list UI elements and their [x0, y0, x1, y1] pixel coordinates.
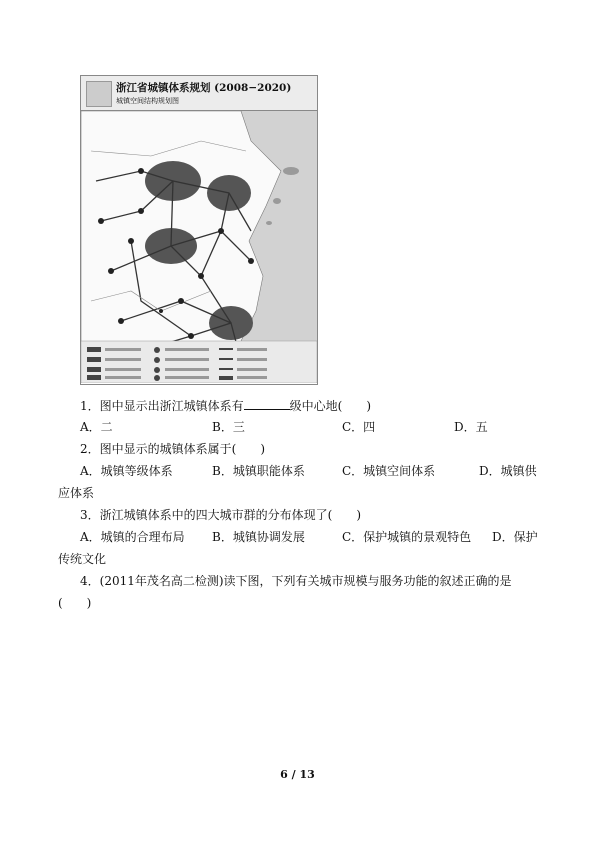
- question-1-stem: 1．图中显示出浙江城镇体系有 级中心地( ): [80, 399, 372, 413]
- question-2-option-c: C．城镇空间体系: [342, 464, 436, 478]
- question-3-option-c: C．保护城镇的景观特色: [342, 530, 472, 544]
- question-3-wrap: 传统文化: [58, 552, 107, 566]
- question-2-option-d: D．城镇供: [479, 464, 537, 478]
- map-title: 浙江省城镇体系规划 (2008−2020): [116, 82, 292, 94]
- question-3-stem: 3．浙江城镇体系中的四大城市群的分布体现了( ): [80, 508, 362, 522]
- map-subtitle: 城镇空间结构规划图: [116, 97, 179, 105]
- question-4-stem: 4．(2011年茂名高二检测)读下图，下列有关城市规模与服务功能的叙述正确的是: [80, 574, 512, 588]
- answer-blank: [244, 398, 290, 410]
- question-2-option-a: A．城镇等级体系: [80, 464, 173, 478]
- question-3-option-d: D．保护: [492, 530, 538, 544]
- map-figure: [80, 75, 318, 385]
- question-3-option-b: B．城镇协调发展: [212, 530, 305, 544]
- map-image: [81, 111, 317, 383]
- question-2-option-b: B．城镇职能体系: [212, 464, 305, 478]
- question-1-option-b: B．三: [212, 420, 245, 434]
- map-thumbnail: [86, 81, 112, 107]
- question-3-option-a: A．城镇的合理布局: [80, 530, 185, 544]
- question-1-option-a: A．二: [80, 420, 113, 434]
- question-2-wrap: 应体系: [58, 486, 95, 500]
- map-header: [81, 76, 317, 111]
- question-1-option-c: C．四: [342, 420, 376, 434]
- page-number: 6 / 13: [280, 768, 315, 781]
- question-4-wrap: ( ): [58, 596, 92, 610]
- question-2-stem: 2．图中显示的城镇体系属于( ): [80, 442, 265, 456]
- question-1-option-d: D．五: [454, 420, 488, 434]
